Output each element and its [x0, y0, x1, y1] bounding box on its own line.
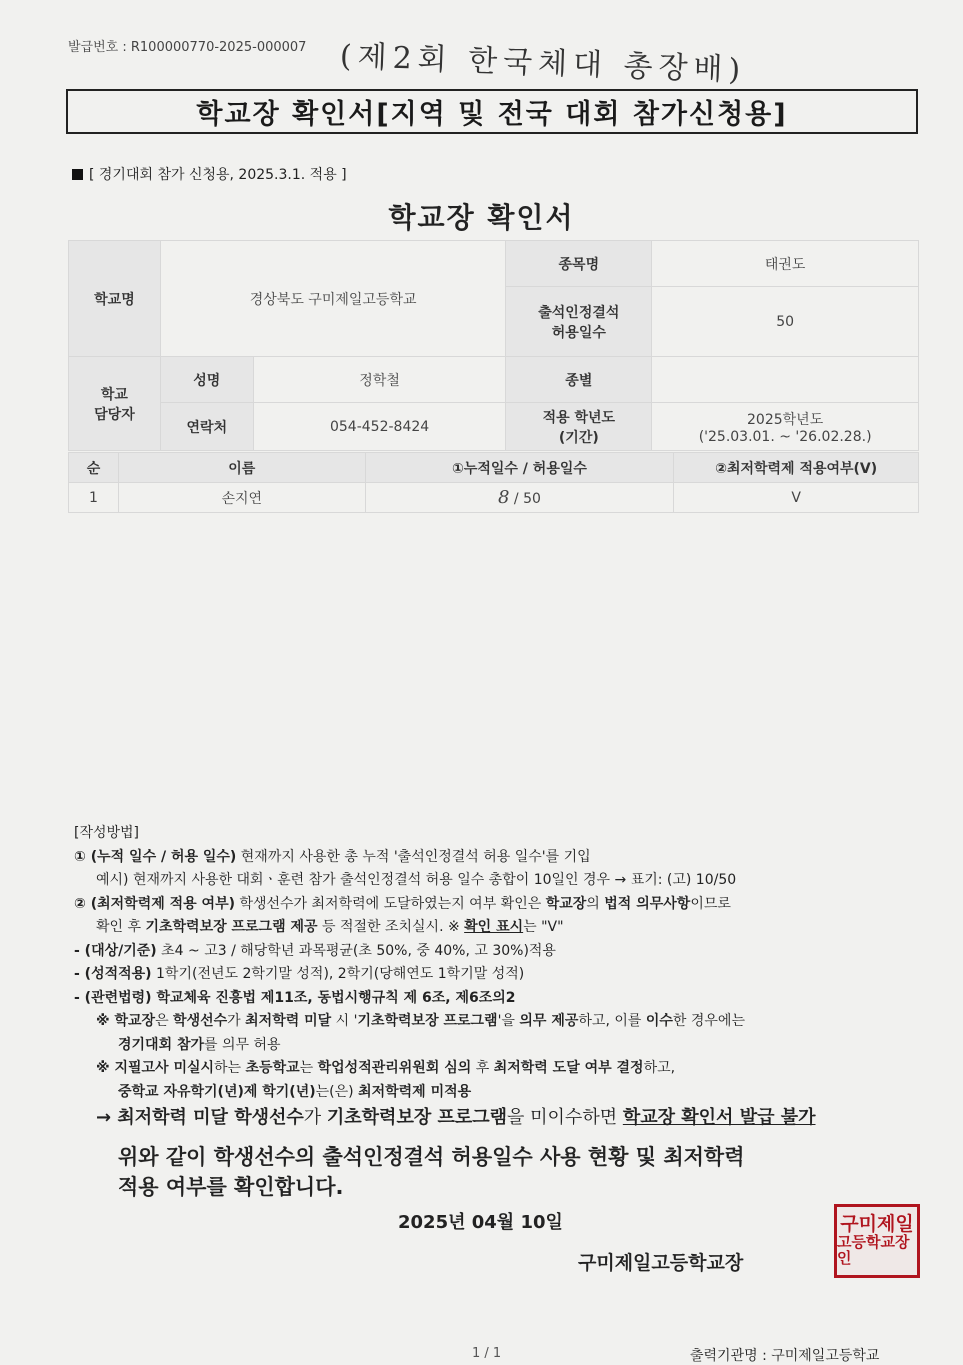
manager-label: 학교 담당자: [69, 357, 161, 451]
type-label: 종별: [506, 357, 652, 403]
handwritten-note: (제2회 한국체대 총장배): [339, 38, 747, 89]
page-heading: 학교장 확인서: [388, 201, 575, 234]
school-value: 경상북도 구미제일고등학교: [160, 241, 506, 357]
instruction-2-line2: 확인 후 기초학력보장 프로그램 제공 등 적절한 조치실시. ※ 확인 표시는 "V": [96, 919, 564, 935]
instruction-1: ① (누적 일수 / 허용 일수) 현재까지 사용한 총 누적 '출석인정결석 허용 일수'를 기입: [74, 848, 591, 865]
name-value: 정학철: [253, 357, 506, 403]
handwritten-days: 8: [498, 487, 510, 508]
note-1-line1: ※ 학교장은 학생선수가 최저학력 미달 시 '기초학력보장 프로그램'을 의무 제공하고, 이를 이수한 경우에는: [96, 1013, 745, 1029]
issue-date: 2025년 04월 10일: [398, 1212, 563, 1233]
instruction-1-example: 예시) 현재까지 사용한 대회ㆍ훈련 참가 출석인정결석 허용 일수 총합이 10일인 경우 → 표기: (고) 10/50: [96, 872, 737, 888]
info-table: [68, 240, 919, 451]
confirmation-line-2: 적용 여부를 확인합니다.: [118, 1175, 344, 1199]
col-header-no: 순: [69, 453, 119, 483]
instruction-2: ② (최저학력제 적용 여부) 학생선수가 최저학력에 도달하였는지 여부 확인은 학교장의 법적 의무사항이므로: [74, 895, 731, 912]
instructions-title: [작성방법]: [74, 825, 140, 841]
sub-note: [72, 164, 347, 184]
square-bullet-icon: [72, 169, 83, 180]
row-no: 1: [69, 483, 119, 513]
row-applied: V: [674, 483, 919, 513]
contact-label: 연락처: [160, 403, 253, 451]
detail-target: - (대상/기준) 초4 ~ 고3 / 해당학년 과목평균(초 50%, 중 40%, 고 30%)적용: [74, 942, 556, 959]
name-label: 성명: [160, 357, 253, 403]
seal-line-2: 고등학교장인: [837, 1233, 910, 1267]
year-label: 적용 학년도 (기간): [506, 403, 652, 451]
issue-number: 발급번호 : R100000770-2025-000007: [68, 40, 307, 55]
contact-value: 054-452-8424: [253, 403, 506, 451]
instructions: [74, 822, 924, 1130]
confirmation-line-1: 위와 같이 학생선수의 출석인정결석 허용일수 사용 현황 및 최저학력: [118, 1145, 745, 1169]
warning-line: → 최저학력 미달 학생선수가 기초학력보장 프로그램을 미이수하면 학교장 확인서 발급 불가: [96, 1107, 816, 1128]
printed-by: 출력기관명 : 구미제일고등학교: [690, 1348, 880, 1364]
allowed-days-label: 출석인정결석 허용일수: [506, 287, 652, 357]
note-2-line2: 중학교 자유학기(년)제 학기(년)는(은) 최저학력제 미적용: [118, 1083, 472, 1100]
seal-line-1: 구미제일: [840, 1213, 914, 1236]
confirmation-statement: [118, 1142, 745, 1202]
col-header-name: 이름: [118, 453, 365, 483]
official-seal: [834, 1204, 920, 1278]
detail-grades: - (성적적용) 1학기(전년도 2학기말 성적), 2학기(당해연도 1학기말 성적): [74, 966, 525, 982]
principal-signature: 구미제일고등학교장: [578, 1252, 744, 1274]
col-header-min-academic: ②최저학력제 적용여부(V): [674, 453, 919, 483]
table-row: [69, 483, 919, 513]
note-1-line2: 경기대회 참가를 의무 허용: [118, 1036, 281, 1053]
sport-value: 태권도: [652, 241, 919, 287]
students-table: [68, 452, 919, 513]
sub-note-text: [ 경기대회 참가 신청용, 2025.3.1. 적용 ]: [89, 167, 347, 183]
document-title: 학교장 확인서[지역 및 전국 대회 참가신청용]: [66, 89, 918, 134]
row-days: 8 / 50: [365, 483, 674, 513]
school-label: 학교명: [69, 241, 161, 357]
sport-label: 종목명: [506, 241, 652, 287]
note-2-line1: ※ 지필고사 미실시하는 초등학교는 학업성적관리위원회 심의 후 최저학력 도달 여부 결정하고,: [96, 1060, 676, 1076]
detail-laws: - (관련법령) 학교체육 진흥법 제11조, 동법시행규칙 제 6조, 제6조의2: [74, 989, 516, 1006]
row-name: 손지연: [118, 483, 365, 513]
year-value: 2025학년도 ('25.03.01. ~ '26.02.28.): [652, 403, 919, 451]
type-value: [652, 357, 919, 403]
col-header-days: ①누적일수 / 허용일수: [365, 453, 674, 483]
allowed-days-value: 50: [652, 287, 919, 357]
page-number: 1 / 1: [472, 1346, 502, 1361]
